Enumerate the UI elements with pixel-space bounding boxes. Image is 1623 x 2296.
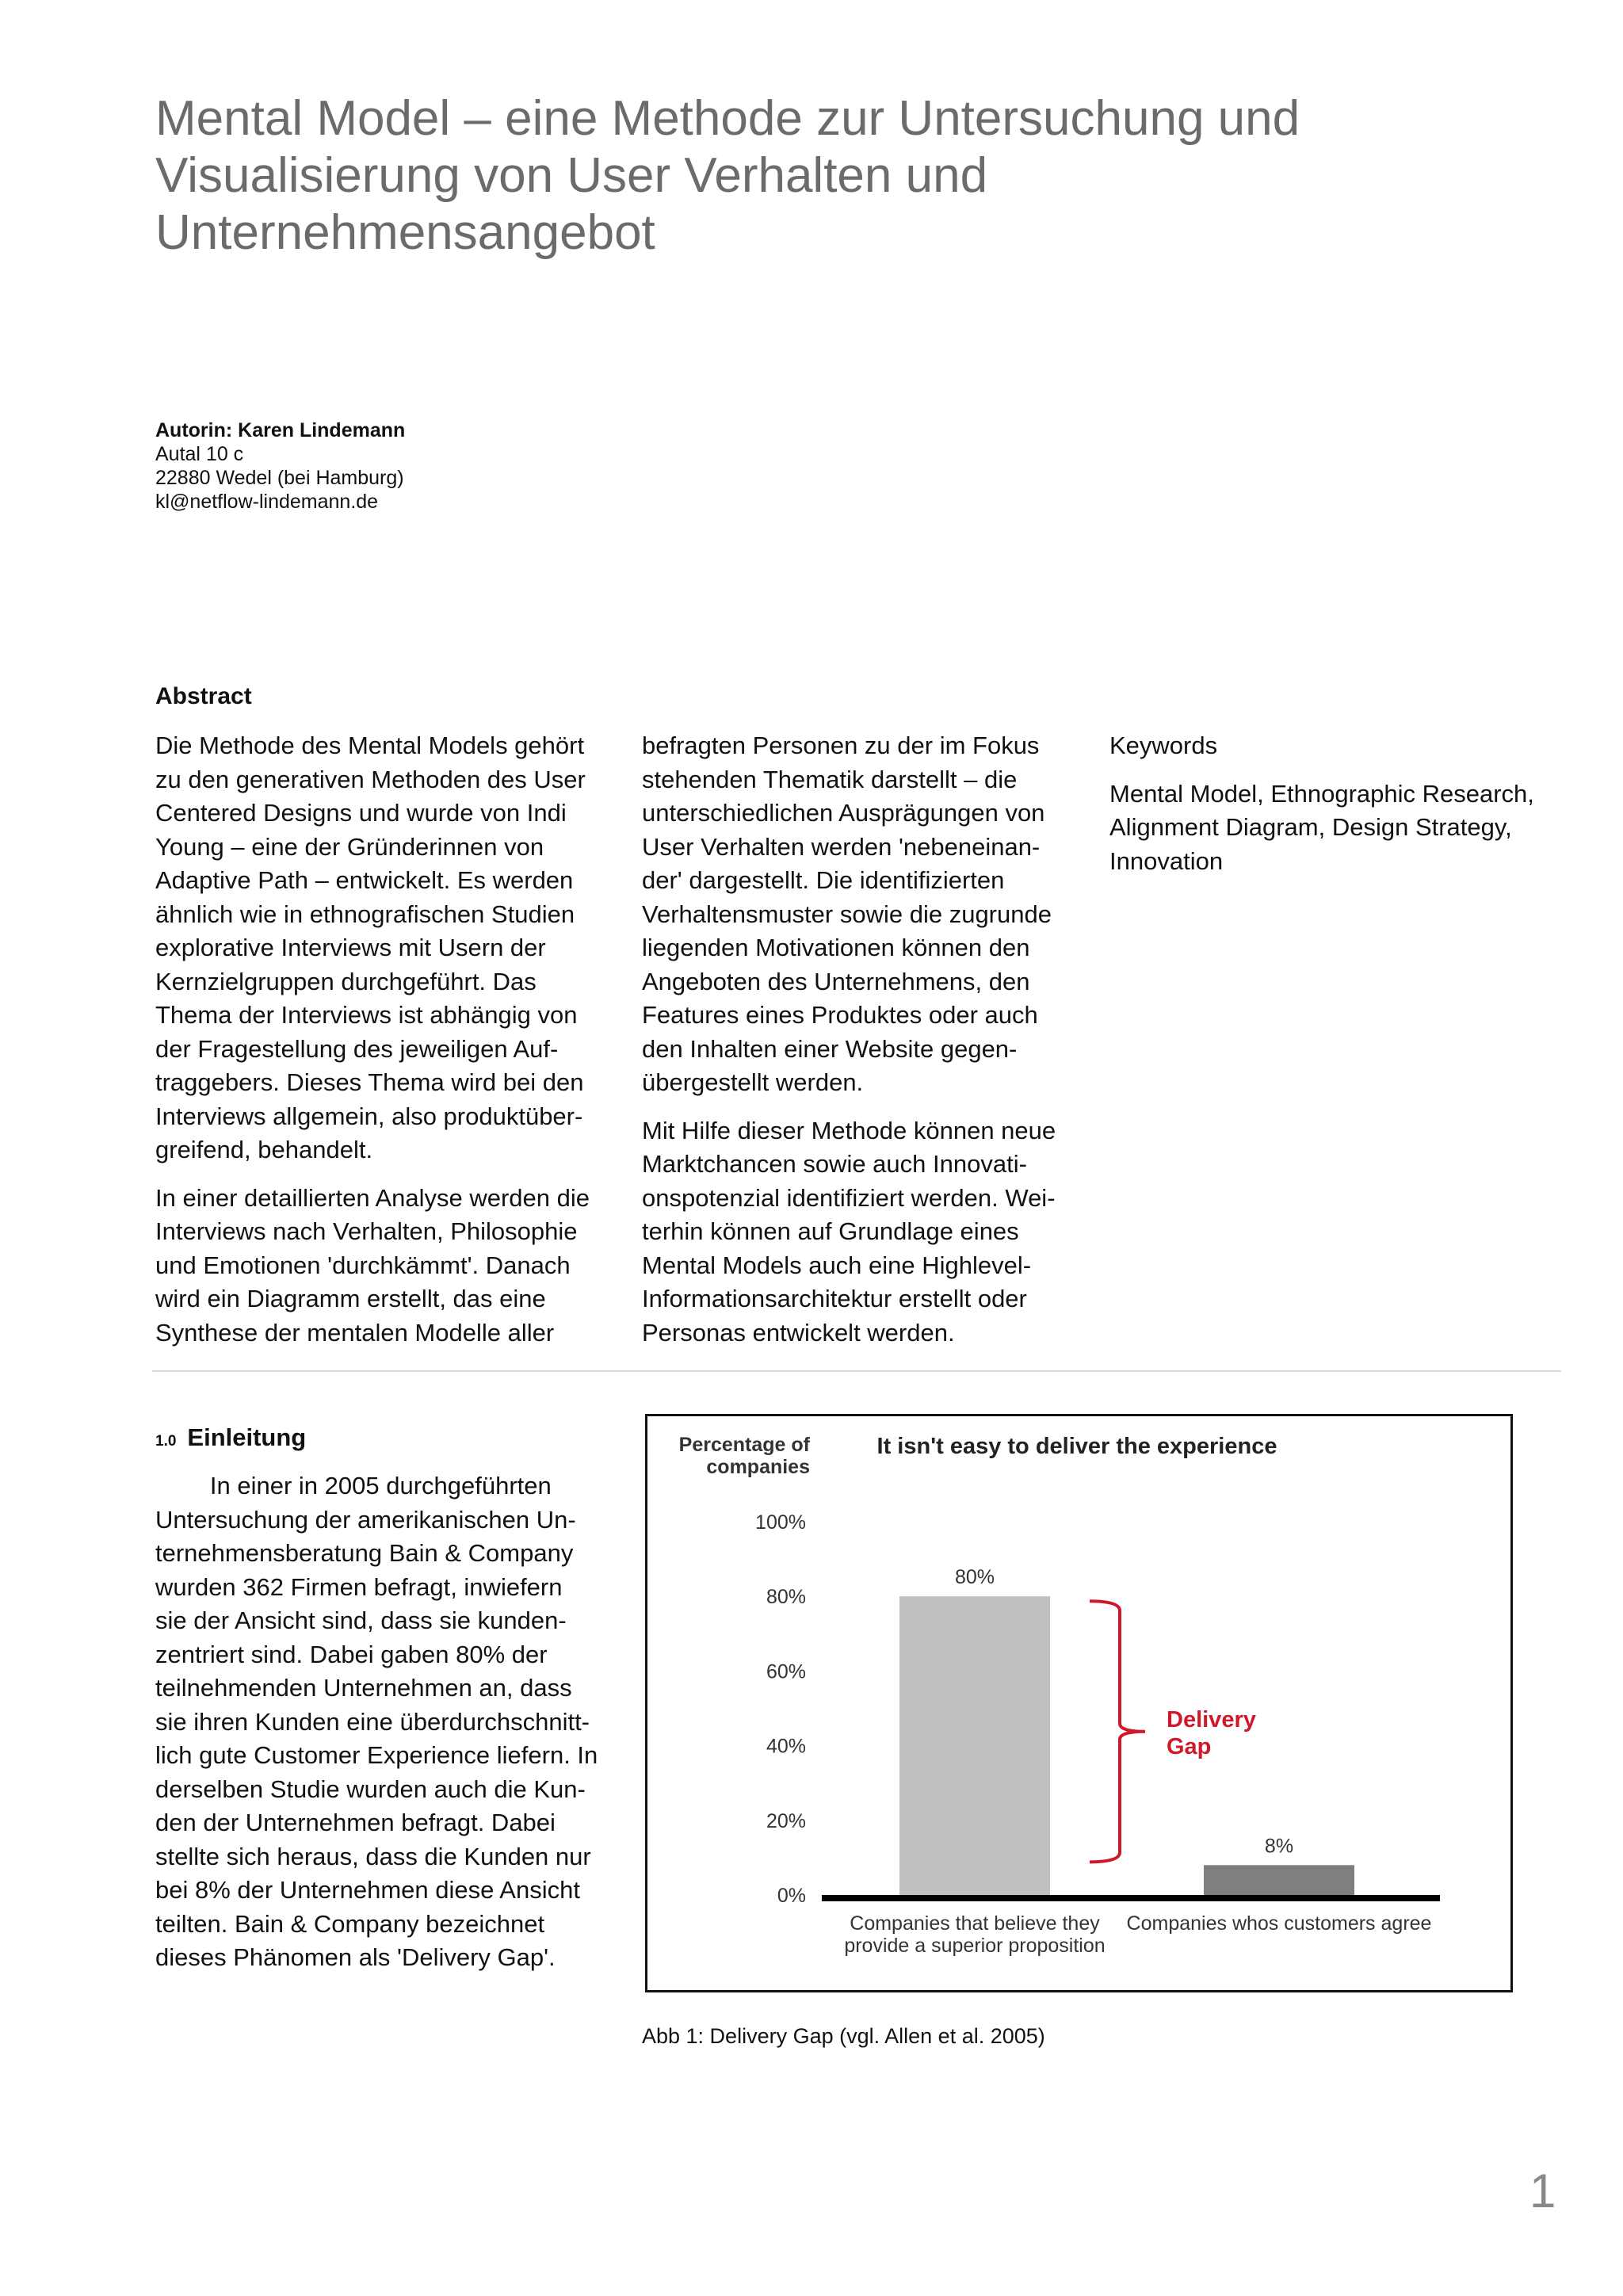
chart-title: It isn't easy to deliver the experience (876, 1434, 1277, 1459)
text-line: In einer in 2005 durchgeführten (155, 1472, 552, 1499)
text-line: terhin können auf Grundlage eines (642, 1217, 1019, 1245)
text-line: Mental Models auch eine Highlevel- (642, 1251, 1032, 1279)
x-axis-line (822, 1895, 1440, 1901)
author-block (155, 418, 405, 514)
text-line: der' dargestellt. Die identifizierten (642, 866, 1005, 894)
abstract-heading: Abstract (155, 683, 252, 709)
text-line: der Fragestellung des jeweiligen Auf- (155, 1034, 559, 1063)
text-line: traggebers. Dieses Thema wird bei den (155, 1068, 584, 1096)
title-line: Mental Model – eine Methode zur Untersuchung und (155, 91, 1300, 146)
text-line: wird ein Diagramm erstellt, das eine (155, 1285, 546, 1312)
paragraph (642, 1114, 1056, 1350)
text-line: teilnehmenden Unternehmen an, dass (155, 1674, 572, 1702)
text-line: zentriert sind. Dabei gaben 80% der (155, 1640, 548, 1668)
text-line: Verhaltensmuster sowie die zugrunde (642, 900, 1052, 928)
text-line: derselben Studie wurden auch die Kun- (155, 1775, 586, 1803)
text-line: sie ihren Kunden eine überdurchschnitt- (155, 1707, 590, 1736)
text-line: explorative Interviews mit Usern der (155, 934, 546, 961)
text-line: den Inhalten einer Website gegen- (642, 1034, 1018, 1063)
author-city: 22880 Wedel (bei Hamburg) (155, 467, 404, 489)
text-line: greifend, behandelt. (155, 1136, 373, 1163)
page-number: 1 (1529, 2164, 1556, 2218)
keywords-heading: Keywords (1109, 732, 1218, 759)
paragraph (155, 1182, 590, 1350)
paragraph (155, 729, 590, 1167)
text-line: Personas entwickelt werden. (642, 1318, 955, 1347)
text-line: onspotenzial identifiziert werden. Wei- (642, 1183, 1056, 1212)
text-line: befragten Personen zu der im Fokus (642, 732, 1040, 759)
author-email[interactable]: kl@netflow-lindemann.de (155, 491, 379, 513)
delivery-gap-chart (645, 1414, 1513, 1992)
text-line: übergestellt werden. (642, 1068, 864, 1096)
keywords-line: Mental Model, Ethnographic Research, (1109, 779, 1534, 808)
keywords-line: Alignment Diagram, Design Strategy, (1109, 813, 1512, 841)
text-line: Adaptive Path – entwickelt. Es werden (155, 866, 574, 894)
text-line: stellte sich heraus, dass die Kunden nur (155, 1842, 591, 1870)
text-line: Synthese der mentalen Modelle aller (155, 1318, 555, 1347)
text-line: zu den generativen Methoden des User (155, 765, 586, 793)
text-line: Interviews nach Verhalten, Philosophie (155, 1217, 578, 1245)
y-tick-label: 0% (777, 1885, 806, 1907)
x-category-label: Companies that believe they (850, 1912, 1100, 1935)
text-line: lich gute Customer Experience liefern. In (155, 1741, 598, 1769)
y-tick-label: 40% (766, 1735, 806, 1758)
text-line: sie der Ansicht sind, dass sie kunden- (155, 1606, 567, 1634)
text-line: liegenden Motivationen können den (642, 934, 1030, 961)
bar (899, 1596, 1050, 1895)
abstract-column-1 (155, 729, 590, 1364)
y-tick-label: 100% (755, 1511, 806, 1534)
figure-caption: Abb 1: Delivery Gap (vgl. Allen et al. 2005) (642, 2024, 1045, 2048)
author-street: Autal 10 c (155, 443, 244, 465)
text-line: unterschiedlichen Ausprägungen von (642, 799, 1045, 827)
text-line: Centered Designs und wurde von Indi (155, 799, 567, 827)
text-line: und Emotionen 'durchkämmt'. Danach (155, 1251, 571, 1279)
text-line: bei 8% der Unternehmen diese Ansicht (155, 1876, 580, 1904)
text-line: ähnlich wie in ethnografischen Studien (155, 900, 575, 928)
delivery-gap-label: Gap (1167, 1733, 1212, 1759)
page-title (155, 90, 1503, 262)
bar-value-label: 8% (1264, 1835, 1294, 1858)
section-title: Einleitung (187, 1423, 307, 1451)
abstract-column-2 (642, 729, 1056, 1364)
text-line: stehenden Thematik darstellt – die (642, 765, 1018, 793)
text-line: dieses Phänomen als 'Delivery Gap'. (155, 1943, 556, 1971)
y-tick-label: 60% (766, 1660, 806, 1683)
text-line: Kernzielgruppen durchgeführt. Das (155, 967, 537, 995)
title-line: Visualisierung von User Verhalten und (155, 148, 988, 203)
text-line: Features eines Produktes oder auch (642, 1001, 1038, 1029)
text-line: ternehmensberatung Bain & Company (155, 1539, 574, 1567)
text-line: teilten. Bain & Company bezeichnet (155, 1909, 545, 1938)
x-category-label: provide a superior proposition (844, 1935, 1106, 1957)
text-line: Interviews allgemein, also produktüber- (155, 1102, 583, 1130)
section-body (155, 1469, 598, 1975)
text-line: Thema der Interviews ist abhängig von (155, 1001, 578, 1029)
title-line: Unternehmensangebot (155, 205, 655, 260)
text-line: Marktchancen sowie auch Innovati- (642, 1150, 1027, 1178)
text-line: Mit Hilfe dieser Methode können neue (642, 1116, 1056, 1144)
y-axis-label: companies (706, 1456, 810, 1478)
delivery-gap-label: Delivery (1167, 1706, 1256, 1733)
text-line: Untersuchung der amerikanischen Un- (155, 1505, 576, 1534)
text-line: Informationsarchitektur erstellt oder (642, 1285, 1027, 1312)
delivery-gap-brace (1090, 1601, 1145, 1862)
y-axis-label: Percentage of (678, 1434, 810, 1456)
text-line: In einer detaillierten Analyse werden die (155, 1183, 590, 1212)
paragraph (642, 729, 1056, 1100)
bar (1204, 1865, 1354, 1895)
text-line: Angeboten des Unternehmens, den (642, 967, 1030, 995)
author-name: Autorin: Karen Lindemann (155, 419, 406, 441)
section-heading (155, 1423, 306, 1452)
keywords-column (1109, 729, 1534, 878)
bar-value-label: 80% (954, 1566, 995, 1589)
text-line: User Verhalten werden 'nebeneinan- (642, 832, 1041, 861)
text-line: Young – eine der Gründerinnen von (155, 832, 544, 861)
text-line: den der Unternehmen befragt. Dabei (155, 1809, 556, 1836)
section-number: 1.0 (155, 1433, 177, 1450)
divider (152, 1370, 1561, 1372)
y-tick-label: 80% (766, 1586, 806, 1609)
text-line: wurden 362 Firmen befragt, inwiefern (155, 1572, 563, 1601)
y-tick-label: 20% (766, 1809, 806, 1832)
keywords-line: Innovation (1109, 846, 1224, 875)
text-line: Die Methode des Mental Models gehört (155, 732, 585, 759)
x-category-label: Companies whos customers agree (1126, 1912, 1432, 1935)
